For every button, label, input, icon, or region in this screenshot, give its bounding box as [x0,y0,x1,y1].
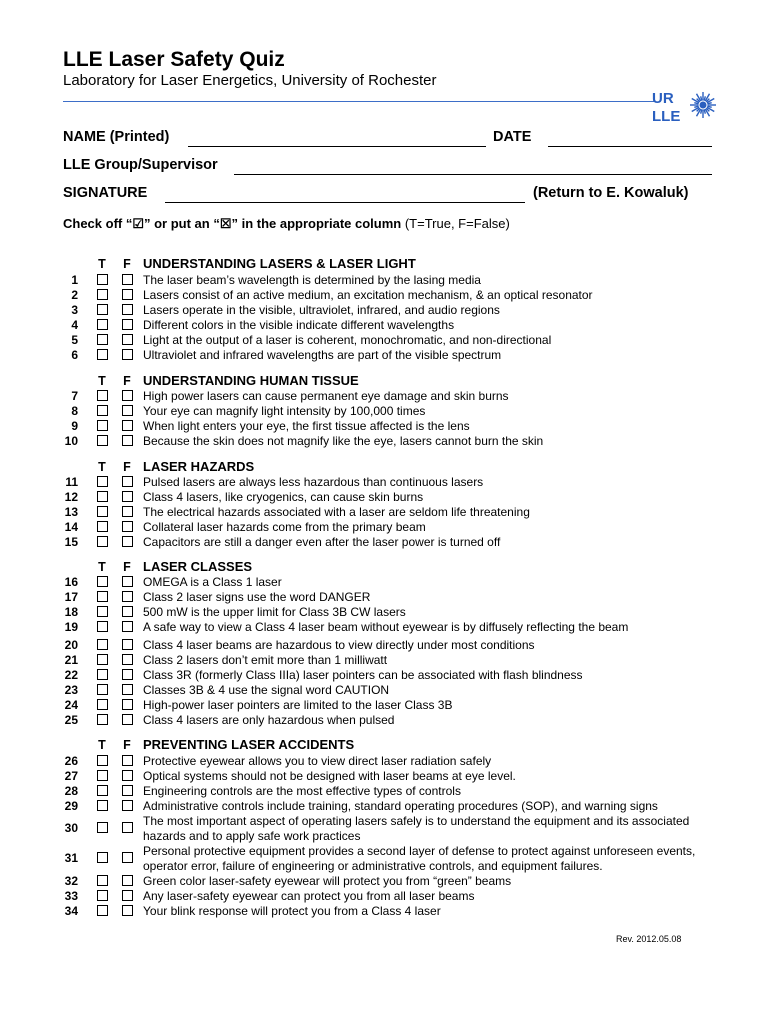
true-checkbox[interactable] [97,890,108,901]
question-text: Any laser-safety eyewear can protect you from all laser beams [143,889,475,903]
question-text: Your blink response will protect you from a Class 4 laser [143,904,441,918]
true-checkbox[interactable] [97,420,108,431]
question-text: Class 4 laser beams are hazardous to view directly under most conditions [143,638,535,652]
false-checkbox[interactable] [122,699,133,710]
false-checkbox[interactable] [122,606,133,617]
instructions-bold: Check off “☑” or put an “☒” in the appropriate column [63,216,402,231]
question-number: 1 [71,273,78,287]
question-number: 19 [64,620,78,634]
section-title: UNDERSTANDING LASERS & LASER LIGHT [143,256,416,271]
false-checkbox[interactable] [122,506,133,517]
question-text: Class 4 lasers are only hazardous when pulsed [143,713,395,727]
question-number: 23 [64,683,78,697]
question-text: The electrical hazards associated with a laser are seldom life threatening [143,505,530,519]
question-number: 28 [64,784,78,798]
question-text: Class 3R (formerly Class IIIa) laser pointers can be associated with flash blindness [143,668,583,682]
false-checkbox[interactable] [122,639,133,650]
section-title: PREVENTING LASER ACCIDENTS [143,737,355,752]
false-checkbox[interactable] [122,435,133,446]
question-text: Capacitors are still a danger even after the laser power is turned off [143,535,501,549]
question-text: Engineering controls are the most effective types of controls [143,784,461,798]
question-text: OMEGA is a Class 1 laser [143,575,282,589]
group-supervisor-label: LLE Group/Supervisor [63,157,218,173]
true-checkbox[interactable] [97,639,108,650]
true-checkbox[interactable] [97,576,108,587]
question-number: 20 [64,638,78,652]
true-checkbox[interactable] [97,755,108,766]
false-checkbox[interactable] [122,591,133,602]
false-checkbox[interactable] [122,654,133,665]
question-number: 33 [64,889,78,903]
question-number: 16 [64,575,78,589]
question-text: Optical systems should not be designed with laser beams at eye level. [143,769,516,783]
true-column-header: T [98,460,106,474]
question-number: 34 [64,904,78,918]
question-number: 18 [64,605,78,619]
false-column-header: F [123,738,131,752]
question-text: When light enters your eye, the first tissue affected is the lens [143,419,470,433]
question-text: Class 4 lasers, like cryogenics, can cause skin burns [143,490,424,504]
false-checkbox[interactable] [122,349,133,360]
true-checkbox[interactable] [97,435,108,446]
true-checkbox[interactable] [97,349,108,360]
true-column-header: T [98,257,106,271]
false-checkbox[interactable] [122,822,133,833]
true-checkbox[interactable] [97,536,108,547]
question-text: The most important aspect of operating lasers safely is to understand the equipment and its associated hazards and to apply safe work practices [143,814,690,843]
true-checkbox[interactable] [97,521,108,532]
question-text: Green color laser-safety eyewear will protect you from “green” beams [143,874,512,888]
true-checkbox[interactable] [97,621,108,632]
false-checkbox[interactable] [122,420,133,431]
false-checkbox[interactable] [122,536,133,547]
false-checkbox[interactable] [122,875,133,886]
revision-date: Rev. 2012.05.08 [616,934,682,944]
false-checkbox[interactable] [122,669,133,680]
true-checkbox[interactable] [97,405,108,416]
false-checkbox[interactable] [122,491,133,502]
true-checkbox[interactable] [97,274,108,285]
section-title: LASER HAZARDS [143,459,255,474]
true-checkbox[interactable] [97,852,108,863]
question-text: Lasers operate in the visible, ultraviolet, infrared, and audio regions [143,303,500,317]
true-checkbox[interactable] [97,905,108,916]
section-title: UNDERSTANDING HUMAN TISSUE [143,373,359,388]
section-header [0,256,700,272]
false-checkbox[interactable] [122,785,133,796]
false-checkbox[interactable] [122,576,133,587]
true-checkbox[interactable] [97,822,108,833]
false-checkbox[interactable] [122,852,133,863]
question-number: 9 [71,419,78,433]
false-checkbox[interactable] [122,405,133,416]
true-checkbox[interactable] [97,684,108,695]
true-column-header: T [98,560,106,574]
question-number: 6 [71,348,78,362]
section-title: LASER CLASSES [143,559,253,574]
false-column-header: F [123,257,131,271]
question-number: 4 [71,318,78,332]
question-text: Pulsed lasers are always less hazardous than continuous lasers [143,475,484,489]
question-text: Collateral laser hazards come from the primary beam [143,520,426,534]
false-checkbox[interactable] [122,289,133,300]
false-column-header: F [123,560,131,574]
true-checkbox[interactable] [97,875,108,886]
section-header [0,459,700,475]
true-checkbox[interactable] [97,669,108,680]
false-checkbox[interactable] [122,755,133,766]
true-checkbox[interactable] [97,334,108,345]
true-checkbox[interactable] [97,770,108,781]
question-number: 3 [71,303,78,317]
signature-label: SIGNATURE [63,185,148,201]
question-number: 15 [64,535,78,549]
question-number: 30 [64,821,78,835]
question-number: 31 [64,851,78,865]
false-checkbox[interactable] [122,334,133,345]
false-checkbox[interactable] [122,390,133,401]
question-text: Personal protective equipment provides a second layer of defense to protect against unforeseen events, operator error, failure of engineering or administrative controls, and equipment failures. [143,844,696,873]
true-checkbox[interactable] [97,390,108,401]
false-column-header: F [123,374,131,388]
question-number: 29 [64,799,78,813]
page-subtitle: Laboratory for Laser Energetics, University of Rochester [63,72,437,89]
false-checkbox[interactable] [122,621,133,632]
question-number: 14 [64,520,78,534]
true-column-header: T [98,738,106,752]
question-text: Ultraviolet and infrared wavelengths are part of the visible spectrum [143,348,502,362]
question-text: 500 mW is the upper limit for Class 3B CW lasers [143,605,406,619]
question-number: 11 [65,475,78,489]
question-number: 5 [71,333,78,347]
question-number: 24 [64,698,78,712]
section-header [0,737,700,753]
false-column-header: F [123,460,131,474]
true-checkbox[interactable] [97,304,108,315]
question-text: Class 2 lasers don’t emit more than 1 milliwatt [143,653,388,667]
true-checkbox[interactable] [97,591,108,602]
false-checkbox[interactable] [122,905,133,916]
logo-text-top: UR [652,90,674,107]
true-checkbox[interactable] [97,654,108,665]
question-text: A safe way to view a Class 4 laser beam without eyewear is by diffusely reflecting the beam [143,620,629,634]
question-text: Your eye can magnify light intensity by 100,000 times [143,404,426,418]
question-text: Different colors in the visible indicate different wavelengths [143,318,455,332]
question-number: 17 [64,590,78,604]
question-number: 26 [64,754,78,768]
true-checkbox[interactable] [97,606,108,617]
question-number: 22 [64,668,78,682]
false-checkbox[interactable] [122,800,133,811]
question-number: 32 [64,874,78,888]
false-checkbox[interactable] [122,274,133,285]
true-checkbox[interactable] [97,289,108,300]
name-label: NAME (Printed) [63,129,170,145]
question-text: High power lasers can cause permanent eye damage and skin burns [143,389,509,403]
question-text: The laser beam’s wavelength is determined by the lasing media [143,273,481,287]
question-number: 10 [64,434,78,448]
section-header [0,373,700,389]
question-text: Because the skin does not magnify like the eye, lasers cannot burn the skin [143,434,544,448]
true-checkbox[interactable] [97,699,108,710]
false-checkbox[interactable] [122,521,133,532]
question-number: 8 [71,404,78,418]
date-label: DATE [493,129,532,145]
question-text: Class 2 laser signs use the word DANGER [143,590,371,604]
question-number: 7 [71,389,78,403]
question-text: Protective eyewear allows you to view direct laser radiation safely [143,754,492,768]
false-checkbox[interactable] [122,890,133,901]
true-checkbox[interactable] [97,319,108,330]
question-text: Administrative controls include training, standard operating procedures (SOP), and warning signs [143,799,658,813]
question-number: 12 [64,490,78,504]
true-checkbox[interactable] [97,800,108,811]
true-checkbox[interactable] [97,476,108,487]
question-number: 21 [64,653,78,667]
section-header [0,559,700,575]
return-instruction: (Return to E. Kowaluk) [533,185,689,201]
logo-text-bottom: LLE [652,108,681,125]
false-checkbox[interactable] [122,714,133,725]
false-checkbox[interactable] [122,304,133,315]
true-checkbox[interactable] [97,506,108,517]
false-checkbox[interactable] [122,476,133,487]
page-title: LLE Laser Safety Quiz [63,48,285,71]
question-number: 25 [64,713,78,727]
question-text: Light at the output of a laser is coherent, monochromatic, and non-directional [143,333,552,347]
true-checkbox[interactable] [97,714,108,725]
true-column-header: T [98,374,106,388]
question-text: Classes 3B & 4 use the signal word CAUTION [143,683,390,697]
false-checkbox[interactable] [122,319,133,330]
true-checkbox[interactable] [97,491,108,502]
question-number: 27 [64,769,78,783]
false-checkbox[interactable] [122,684,133,695]
question-text: Lasers consist of an active medium, an excitation mechanism, & an optical resonator [143,288,593,302]
question-text: High-power laser pointers are limited to the laser Class 3B [143,698,453,712]
true-checkbox[interactable] [97,785,108,796]
instructions-key: (T=True, F=False) [401,216,510,231]
false-checkbox[interactable] [122,770,133,781]
question-number: 2 [71,288,78,302]
question-number: 13 [64,505,78,519]
